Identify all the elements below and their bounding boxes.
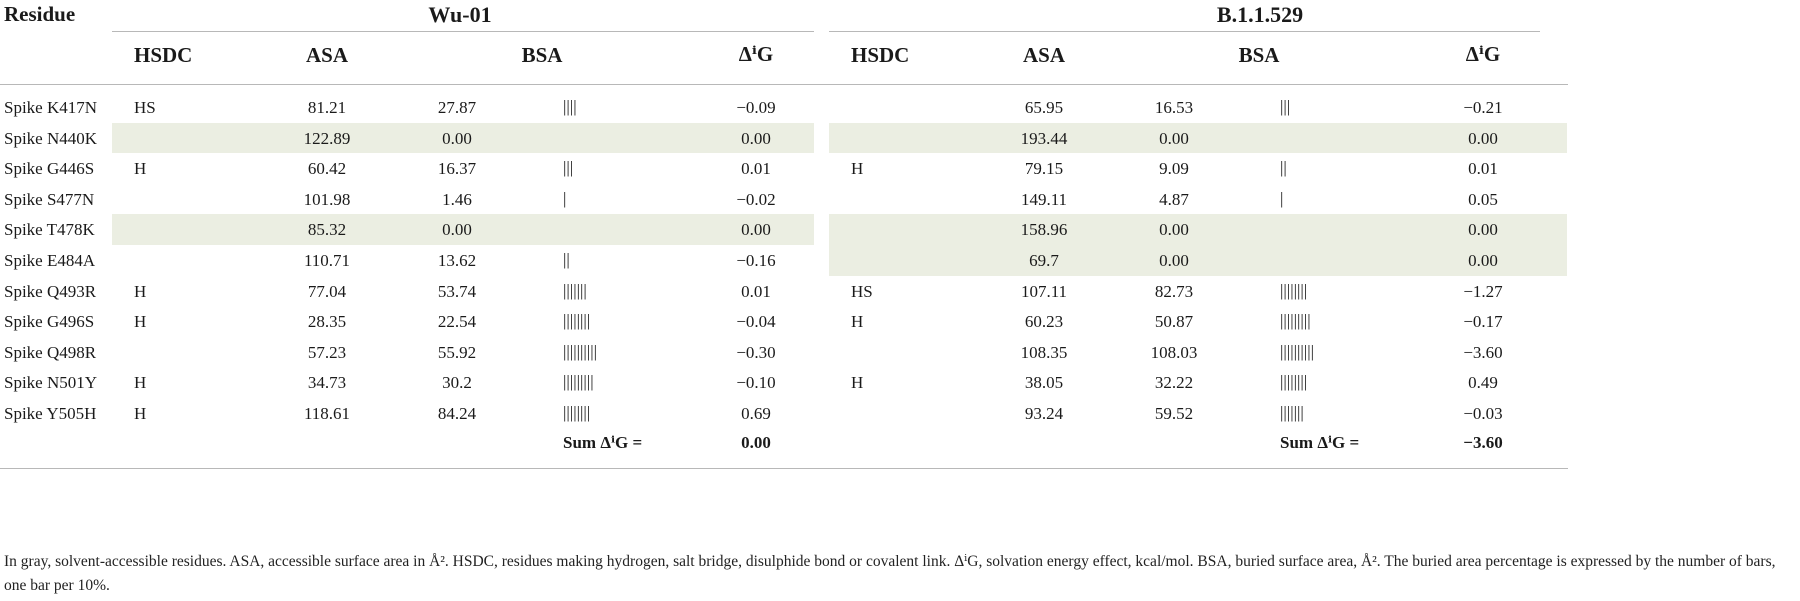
bsa-value-wu01: 55.92 xyxy=(437,342,477,362)
bsa-value-wu01: 84.24 xyxy=(437,404,477,423)
sum-value-b11529: −3.60 xyxy=(1463,433,1503,452)
dg-value-wu01: −0.09 xyxy=(736,98,776,117)
bsa-value-b11529: 0.00 xyxy=(1159,220,1189,240)
hsdc-value-wu01: H xyxy=(134,404,147,423)
col-header-hsdc: HSDC xyxy=(134,43,193,67)
asa-value-b11529: 65.95 xyxy=(1024,98,1064,117)
table-footnote: In gray, solvent-accessible residues. ASA, accessible surface area in Å². HSDC, residues making hydrogen, salt bridge, disulphide bond or covalent link. ΔⁱG, solvation energy effect, kcal/mol. BSA, buried surface area, Å². The buried area percentage is expressed by the number of bars, one bar per 10%. xyxy=(4,553,1776,594)
bsa-value-wu01: 22.54 xyxy=(437,312,477,332)
dg-value-b11529: 0.01 xyxy=(1468,159,1498,179)
dg-value-wu01: −0.10 xyxy=(736,373,776,393)
bsa-bars-b11529: ||||||| xyxy=(1280,403,1304,422)
asa-value-wu01: 34.73 xyxy=(307,373,347,393)
residue-name: Spike Q498R xyxy=(4,342,97,362)
asa-value-b11529: 38.05 xyxy=(1024,373,1064,393)
residue-name: Spike K417N xyxy=(4,98,98,117)
residue-header: Residue xyxy=(4,2,76,26)
dg-value-b11529: 0.00 xyxy=(1468,128,1498,148)
col-header-bsa: BSA xyxy=(1238,43,1280,67)
dg-value-wu01: 0.00 xyxy=(741,220,771,240)
bsa-bars-b11529: || xyxy=(1280,158,1287,178)
bsa-value-b11529: 0.00 xyxy=(1159,251,1189,270)
col-header-asa: ASA xyxy=(1022,43,1065,67)
bsa-bars-b11529: |||||||| xyxy=(1280,280,1308,300)
bsa-bars-b11529: |||||||| xyxy=(1280,372,1308,392)
group-title-b11529: B.1.1.529 xyxy=(1216,2,1304,27)
bsa-value-b11529: 108.03 xyxy=(1150,342,1198,362)
asa-value-b11529: 69.7 xyxy=(1029,251,1059,270)
bsa-bars-wu01: |||||||| xyxy=(563,311,591,331)
dg-value-b11529: −0.21 xyxy=(1463,98,1503,117)
bsa-bars-wu01: |||||||||| xyxy=(563,341,598,361)
dg-value-wu01: −0.30 xyxy=(736,342,776,362)
asa-value-wu01: 122.89 xyxy=(303,128,351,148)
bsa-bars-b11529: ||||||||| xyxy=(1280,311,1311,331)
bsa-value-b11529: 32.22 xyxy=(1154,373,1194,393)
hsdc-value-wu01: H xyxy=(134,281,147,301)
col-header-asa: ASA xyxy=(305,43,348,67)
asa-value-b11529: 108.35 xyxy=(1020,342,1068,362)
col-header-bsa: BSA xyxy=(521,43,563,67)
bsa-bars-wu01: |||| xyxy=(563,97,577,116)
dg-value-b11529: −0.03 xyxy=(1463,404,1503,423)
bsa-value-b11529: 0.00 xyxy=(1159,128,1189,148)
asa-value-wu01: 85.32 xyxy=(307,220,347,240)
asa-value-b11529: 93.24 xyxy=(1024,404,1064,423)
hsdc-value-b11529: H xyxy=(851,159,864,179)
group-title-wu01: Wu-01 xyxy=(428,2,492,27)
hsdc-value-b11529: HS xyxy=(851,281,873,301)
bsa-value-b11529: 16.53 xyxy=(1154,98,1194,117)
asa-value-wu01: 60.42 xyxy=(307,159,347,179)
sum-value-wu01: 0.00 xyxy=(741,433,771,452)
dg-value-b11529: 0.00 xyxy=(1468,251,1498,270)
sum-label: Sum ΔⁱG = xyxy=(1280,433,1360,452)
header-rule xyxy=(0,84,1568,85)
bsa-bars-wu01: |||||||| xyxy=(563,403,591,422)
residue-name: Spike G446S xyxy=(4,159,95,179)
bsa-bars-wu01: ||| xyxy=(563,158,574,178)
dg-value-wu01: 0.01 xyxy=(741,159,771,179)
residue-name: Spike Q493R xyxy=(4,281,97,301)
dg-value-wu01: 0.00 xyxy=(741,128,771,148)
dg-value-wu01: −0.04 xyxy=(736,312,776,332)
bsa-bars-b11529: | xyxy=(1280,188,1284,208)
col-header-dg: ΔⁱG xyxy=(738,42,774,66)
dg-value-b11529: 0.00 xyxy=(1468,220,1498,240)
hsdc-value-b11529: H xyxy=(851,312,864,332)
bsa-value-wu01: 13.62 xyxy=(437,251,477,270)
residue-name: Spike T478K xyxy=(4,220,95,240)
bsa-value-b11529: 4.87 xyxy=(1159,189,1189,209)
bsa-value-b11529: 82.73 xyxy=(1154,281,1194,301)
asa-value-wu01: 81.21 xyxy=(307,98,347,117)
bsa-value-wu01: 30.2 xyxy=(442,373,472,393)
bsa-value-b11529: 59.52 xyxy=(1154,404,1194,423)
dg-value-b11529: −0.17 xyxy=(1463,312,1503,332)
bsa-bars-wu01: ||||||| xyxy=(563,280,587,300)
bsa-value-wu01: 27.87 xyxy=(437,98,477,117)
sum-label: Sum ΔⁱG = xyxy=(563,433,643,452)
hsdc-value-wu01: H xyxy=(134,312,147,332)
group-rule-b11529 xyxy=(829,31,1540,32)
hsdc-value-wu01: HS xyxy=(134,98,156,117)
bsa-value-b11529: 50.87 xyxy=(1154,312,1194,332)
asa-value-b11529: 107.11 xyxy=(1020,281,1068,301)
dg-value-b11529: 0.05 xyxy=(1468,189,1498,209)
residue-name: Spike G496S xyxy=(4,312,95,332)
bsa-value-b11529: 9.09 xyxy=(1159,159,1189,179)
bottom-rule xyxy=(0,468,1568,469)
bsa-value-wu01: 16.37 xyxy=(437,159,477,179)
bsa-value-wu01: 0.00 xyxy=(442,128,472,148)
bsa-bars-b11529: |||||||||| xyxy=(1280,341,1315,361)
dg-value-wu01: 0.69 xyxy=(741,404,771,423)
bsa-bars-wu01: | xyxy=(563,188,567,208)
dg-value-wu01: −0.16 xyxy=(736,251,776,270)
asa-value-b11529: 158.96 xyxy=(1020,220,1068,240)
asa-value-wu01: 101.98 xyxy=(303,189,351,209)
asa-value-wu01: 110.71 xyxy=(303,251,351,270)
residue-name: Spike N501Y xyxy=(4,373,98,393)
asa-value-wu01: 57.23 xyxy=(307,342,347,362)
dg-value-b11529: −1.27 xyxy=(1463,281,1503,301)
asa-value-wu01: 118.61 xyxy=(303,404,351,423)
bsa-bars-b11529: ||| xyxy=(1280,97,1291,116)
residue-name: Spike S477N xyxy=(4,189,95,209)
dg-value-wu01: −0.02 xyxy=(736,189,776,209)
group-rule-wu01 xyxy=(112,31,814,32)
dg-value-b11529: −3.60 xyxy=(1463,342,1503,362)
bsa-bars-wu01: || xyxy=(563,250,570,269)
hsdc-value-wu01: H xyxy=(134,159,147,179)
dg-value-wu01: 0.01 xyxy=(741,281,771,301)
asa-value-b11529: 149.11 xyxy=(1020,189,1068,209)
bsa-value-wu01: 53.74 xyxy=(437,281,477,301)
asa-value-b11529: 60.23 xyxy=(1024,312,1064,332)
residue-name: Spike N440K xyxy=(4,128,98,148)
bsa-bars-wu01: ||||||||| xyxy=(563,372,594,392)
bsa-value-wu01: 0.00 xyxy=(442,220,472,240)
asa-value-wu01: 28.35 xyxy=(307,312,347,332)
dg-value-b11529: 0.49 xyxy=(1468,373,1498,393)
asa-value-b11529: 79.15 xyxy=(1024,159,1064,179)
hsdc-value-b11529: H xyxy=(851,373,864,393)
residue-name: Spike Y505H xyxy=(4,404,97,423)
col-header-hsdc: HSDC xyxy=(851,43,910,67)
bsa-value-wu01: 1.46 xyxy=(442,189,472,209)
residue-name: Spike E484A xyxy=(4,251,96,270)
hsdc-value-wu01: H xyxy=(134,373,147,393)
asa-value-b11529: 193.44 xyxy=(1020,128,1068,148)
asa-value-wu01: 77.04 xyxy=(307,281,347,301)
col-header-dg: ΔⁱG xyxy=(1465,42,1501,66)
